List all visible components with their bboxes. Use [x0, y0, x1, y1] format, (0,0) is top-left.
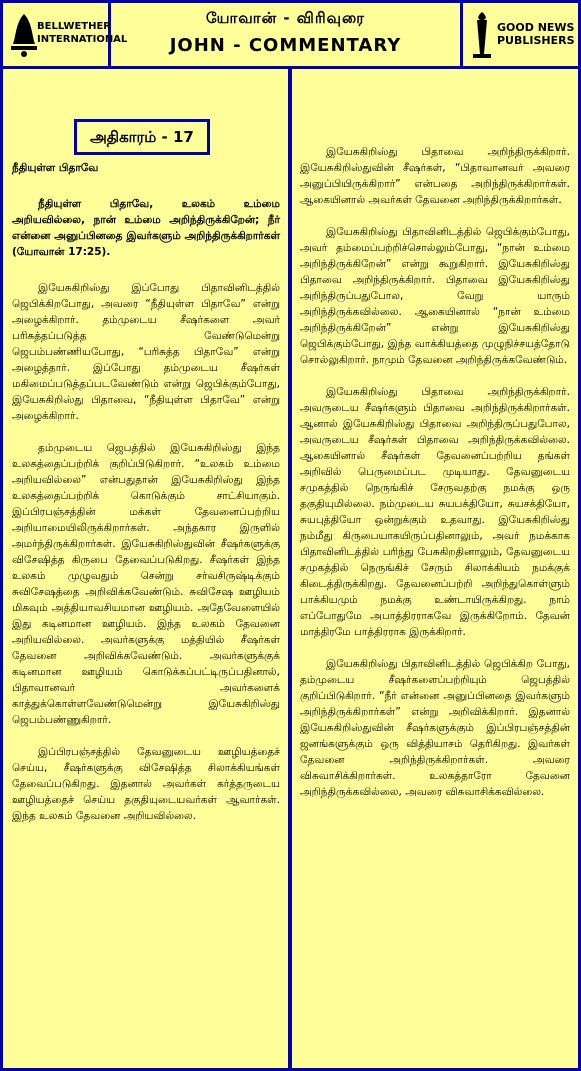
right-column	[300, 144, 570, 816]
left-column	[12, 160, 280, 840]
bellwether-logo	[3, 3, 128, 66]
paragraph: தம்முடைய ஜெபத்தில் இயேசுகிறிஸ்து இந்த உலகத்தைப்பற்றிக் குறிப்பிடுகிறார். “உலகம் உம்மை அறியவில்லை” என்பதுதான் இயேசுகிறிஸ்து இந்த உலகத்தைப்பற்றிக் கொடுக்கும் சாட்சியாகும். இப்பிரபஞ்சத்தின் மக்கள் தேவனைப்பற்றிய அறியாமையிலிருக்கிறார்கள். அந்தகார இருளில் அமர்ந்திருக்கிறார்கள். இயேசுகிறிஸ்துவின் சீஷர்களுக்கு விசேஷித்த கிருபை தேவைப்படுகிறது. சீஷர்கள் இந்த உலகம் முழுவதும் சென்று சர்வசிருஷ்டிக்கும் சுவிசேஷத்தை அறிவிக்கவேண்டும். சுவிசேஷ ஊழியம் மிகவும் அத்தியாவசியமான ஊழியம். அதேவேளையில் இது கடினமான ஊழியம். இந்த உலகம் தேவனை அறியவில்லை. அவர்களுக்கு மத்தியில் சீஷர்கள் தேவனை அறிவிக்கவேண்டும். அவர்களுக்குக் கடினமான ஊழியம் கொடுக்கப்பட்டிருப்பதினால், பிதாவானவர் அவர்களைக் காத்துக்கொள்ளவேண்டுமென்று இயேசுகிறிஸ்து ஜெபம்பண்ணுகிறார்.	[12, 442, 280, 726]
paragraph: இயேசுகிறிஸ்து பிதாவினிடத்தில் ஜெபிக்கிற போது, தம்முடைய சீஷர்களைப்பற்றியும் ஜெபத்தில் குறிப்பிடுகிறார். “நீர் என்னை அனுப்பினதை இவர்களும் அறிந்திருக்கிறார்கள்” என்று அறிவிக்கிறார். இதனால் இயேசுகிறிஸ்துவின் சீஷர்களுக்கும் இப்பிரபஞ்சத்தின் ஜனங்களுக்கும் ஒரு வித்தியாசம் தெரிகிறது. இவர்கள் தேவனை அறிந்திருக்கிறார்கள். அவரை விசுவாசிக்கிறார்கள். உலகத்தாரோ தேவனை அறிந்திருக்கவில்லை, அவரை விசுவாசிக்கவில்லை.	[300, 658, 570, 798]
paragraph: இயேசுகிறிஸ்து பிதாவை அறிந்திருக்கிறார். அவருடைய சீஷர்களும் பிதாவை அறிந்திருக்கிறார்கள். ஆனால் இயேசுகிறிஸ்து பிதாவை அறிந்திருப்பதுபோல, அவருடைய சீஷர்கள் பிதாவை அறிந்திருக்கவில்லை. ஆகையினால் சீஷர்கள் தேவனைப்பற்றிய தங்கள் அறிவில் பெருமைப்பட முடியாது. தேவனுடைய சமுகத்தில் நெருங்கிச் சேருவதற்கு நமக்கு ஒரு தகுதியுமில்லை. நம்முடைய சுயபக்தியோ, சுயசக்தியோ, சுயபுத்தியோ ஒன்றுக்கும் உதவாது. இயேசுகிறிஸ்து நம்மீது கிருபையாகயிருப்பதினாலும், அவர் நமக்காக பிதாவினிடத்தில் பரிந்து பேசுகிறதினாலும், தேவனுடைய சமுகத்தில் நெருங்கிச் சேரும் சிலாக்கியம் நமக்குக் கிடைத்திருக்கிறது. தேவனைப்பற்றி அறிந்துகொள்ளும் பாக்கியமும் நமக்கு உண்டாயிருக்கிறது. நாம் எப்போதுமே அபாத்திரராகவே இருக்கிறோம். தேவன் மாத்திரமே பாத்திரராக இருக்கிறார்.	[300, 386, 570, 638]
header	[3, 3, 578, 66]
bell-icon	[9, 10, 39, 60]
paragraph: இப்பிரபஞ்சத்தில் தேவனுடைய ஊழியத்தைச் செய்ய, சீஷர்களுக்கு விசேஷித்த சிலாக்கியங்கள் தேவைப்படுகிறது. இதனால் அவர்கள் கர்த்தருடைய ஊழியத்தைச் செய்ய தகுதியுடையவர்கள் ஆவார்கள். இந்த உலகம் தேவனை அறியவில்லை.	[12, 746, 280, 822]
section-heading: நீதியுள்ள பிதாவே	[12, 162, 99, 174]
right-brand-text: GOOD NEWS PUBLISHERS	[497, 21, 575, 47]
good-news-logo	[460, 3, 578, 66]
scripture-verse: நீதியுள்ள பிதாவே, உலகம் உம்மை அறியவில்லை, நான் உம்மை அறிந்திருக்கிறேன்; நீர் என்னை அனுப்பினதை இவர்களும் அறிந்திருக்கிறார்கள் (யோவான் 17:25).	[12, 198, 280, 258]
left-brand-text: BELLWETHER INTERNATIONAL	[37, 21, 128, 45]
paragraph: இயேசுகிறிஸ்து இப்போது பிதாவினிடத்தில் ஜெபிக்கிறபோது, அவரை “நீதியுள்ள பிதாவே” என்று அழைக்கிறார். தம்முடைய சீஷர்களை அவர் பரிசுத்தப்படுத்த வேண்டுமென்று ஜெபம்பண்ணியபோது, “பரிசுத்த பிதாவே” என்று அழைத்தார். இப்போது தம்முடைய சீஷர்கள் மகிமைப்படுத்தப்படவேண்டும் என்று ஜெபிக்கும்போது, இயேசுகிறிஸ்து பிதாவை, “நீதியுள்ள பிதாவே” என்று அழைக்கிறார்.	[12, 282, 280, 422]
torch-icon	[467, 10, 497, 60]
column-divider	[288, 69, 292, 1068]
paragraph: இயேசுகிறிஸ்து பிதாவினிடத்தில் ஜெபிக்கும்போது, அவர் தம்மைப்பற்றிச்சொல்லும்போது, “நான் உம்மை அறிந்திருக்கிறேன்” என்று கூறுகிறார். இயேசுகிறிஸ்து பிதாவை அறிந்திருக்கிறார். பிதாவை இயேசுகிறிஸ்து அறிந்திருப்பதுபோல, வேறு யாரும் அறிந்திருக்கவில்லை. ஆகையினால் “நான் உம்மை அறிந்திருக்கிறேன்” என்று இயேசுகிறிஸ்து ஜெபிக்கும்போது, இந்த வாக்கியத்தை முழுநிச்சயத்தோடு சொல்லுகிறார். நாமும் தேவனை அறிந்திருக்கவேண்டும்.	[300, 226, 570, 366]
title-tamil: யோவான் - விரிவுரை	[206, 9, 365, 27]
paragraph: இயேசுகிறிஸ்து பிதாவை அறிந்திருக்கிறார். இயேசுகிறிஸ்துவின் சீஷர்கள், “பிதாவானவர் அவரை அனுப்பியிருக்கிறார்” என்பதை அறிந்திருக்கிறார்கள். ஆகையினால் அவர்கள் தேவனை அறிந்திருக்கிறார்கள்.	[300, 146, 570, 206]
chapter-heading: அதிகாரம் - 17	[74, 119, 210, 155]
title-english: JOHN - COMMENTARY	[169, 35, 402, 56]
title-box	[111, 3, 460, 66]
